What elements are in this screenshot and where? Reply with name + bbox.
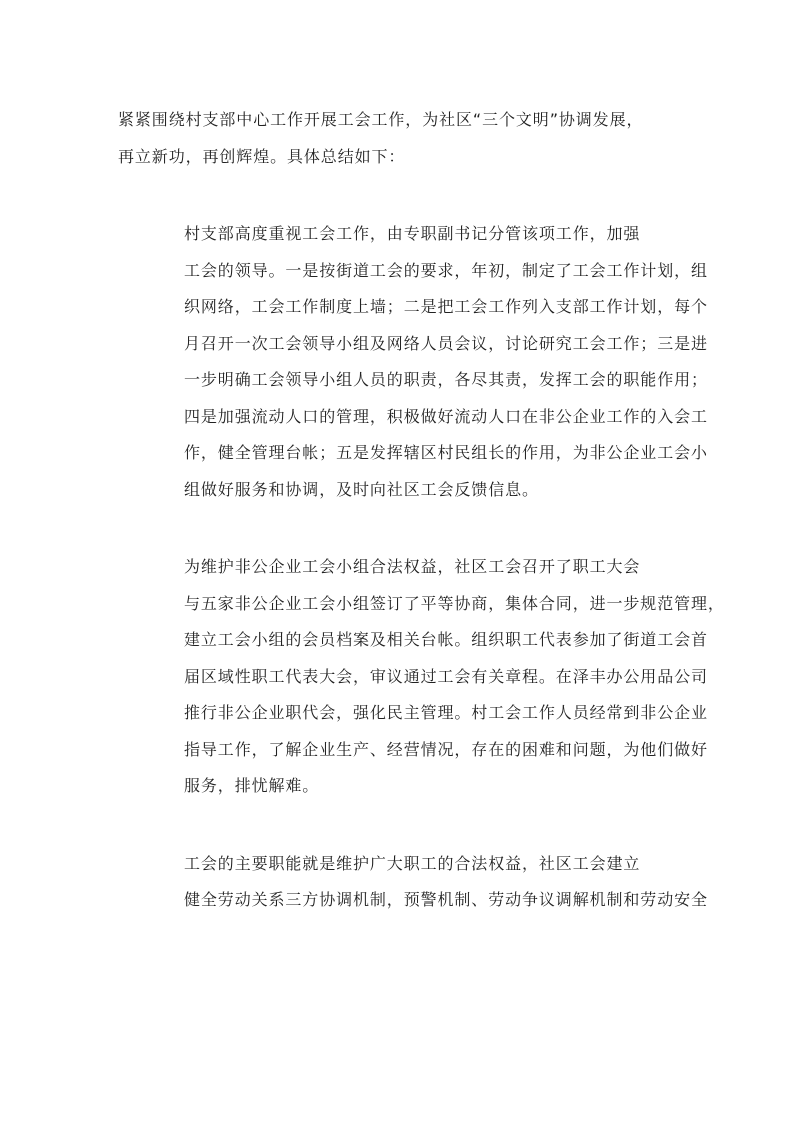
text-line: 作，健全管理台帐；五是发挥辖区村民组长的作用，为非公企业工会小 [184,443,708,462]
text-line: 指导工作，了解企业生产、经营情况，存在的困难和问题，为他们做好 [184,739,708,759]
text-line: 村支部高度重视工会工作，由专职副书记分管该项工作，加强 [184,224,641,243]
paragraph-3 [118,549,725,805]
text-line: 工会的领导。一是按街道工会的要求，年初，制定了工会工作计划，组 [184,260,708,280]
text-line: 建立工会小组的会员档案及相关台帐。组织职工代表参加了街道工会首 [184,630,708,649]
text-line: 服务，排忧解难。 [184,776,320,795]
text-line: 紧紧围绕村支部中心工作开展工会工作，为社区“三个文明”协调发展， [118,110,644,129]
text-line: 健全劳动关系三方协调机制，预警机制、劳动争议调解机制和劳动安全 [184,890,708,909]
text-line: 四是加强流动人口的管理，积极做好流动人口在非公企业工作的入会工 [184,406,708,426]
text-line: 届区域性职工代表大会，审议通过工会有关章程。在泽丰办公用品公司 [184,666,708,686]
text-line: 再立新功，再创辉煌。具体总结如下： [118,146,406,166]
text-line: 与五家非公企业工会小组签订了平等协商，集体合同，进一步规范管理， [184,593,725,613]
text-line: 组做好服务和协调，及时向社区工会反馈信息。 [184,479,539,499]
document-body [118,102,725,919]
paragraph-4 [118,846,708,919]
text-line: 月召开一次工会领导小组及网络人员会议，讨论研究工会工作；三是进 [184,333,708,353]
text-line: 工会的主要职能就是维护广大职工的合法权益，社区工会建立 [184,853,641,873]
text-line: 织网络，工会工作制度上墙；二是把工会工作列入支部工作计划，每个 [184,297,708,316]
text-line: 一步明确工会领导小组人员的职责，各尽其责，发挥工会的职能作用； [184,370,708,389]
paragraph-1 [118,102,678,175]
text-line: 推行非公企业职代会，强化民主管理。村工会工作人员经常到非公企业 [184,703,708,722]
paragraph-2 [118,216,708,508]
text-line: 为维护非公企业工会小组合法权益，社区工会召开了职工大会 [184,557,641,576]
